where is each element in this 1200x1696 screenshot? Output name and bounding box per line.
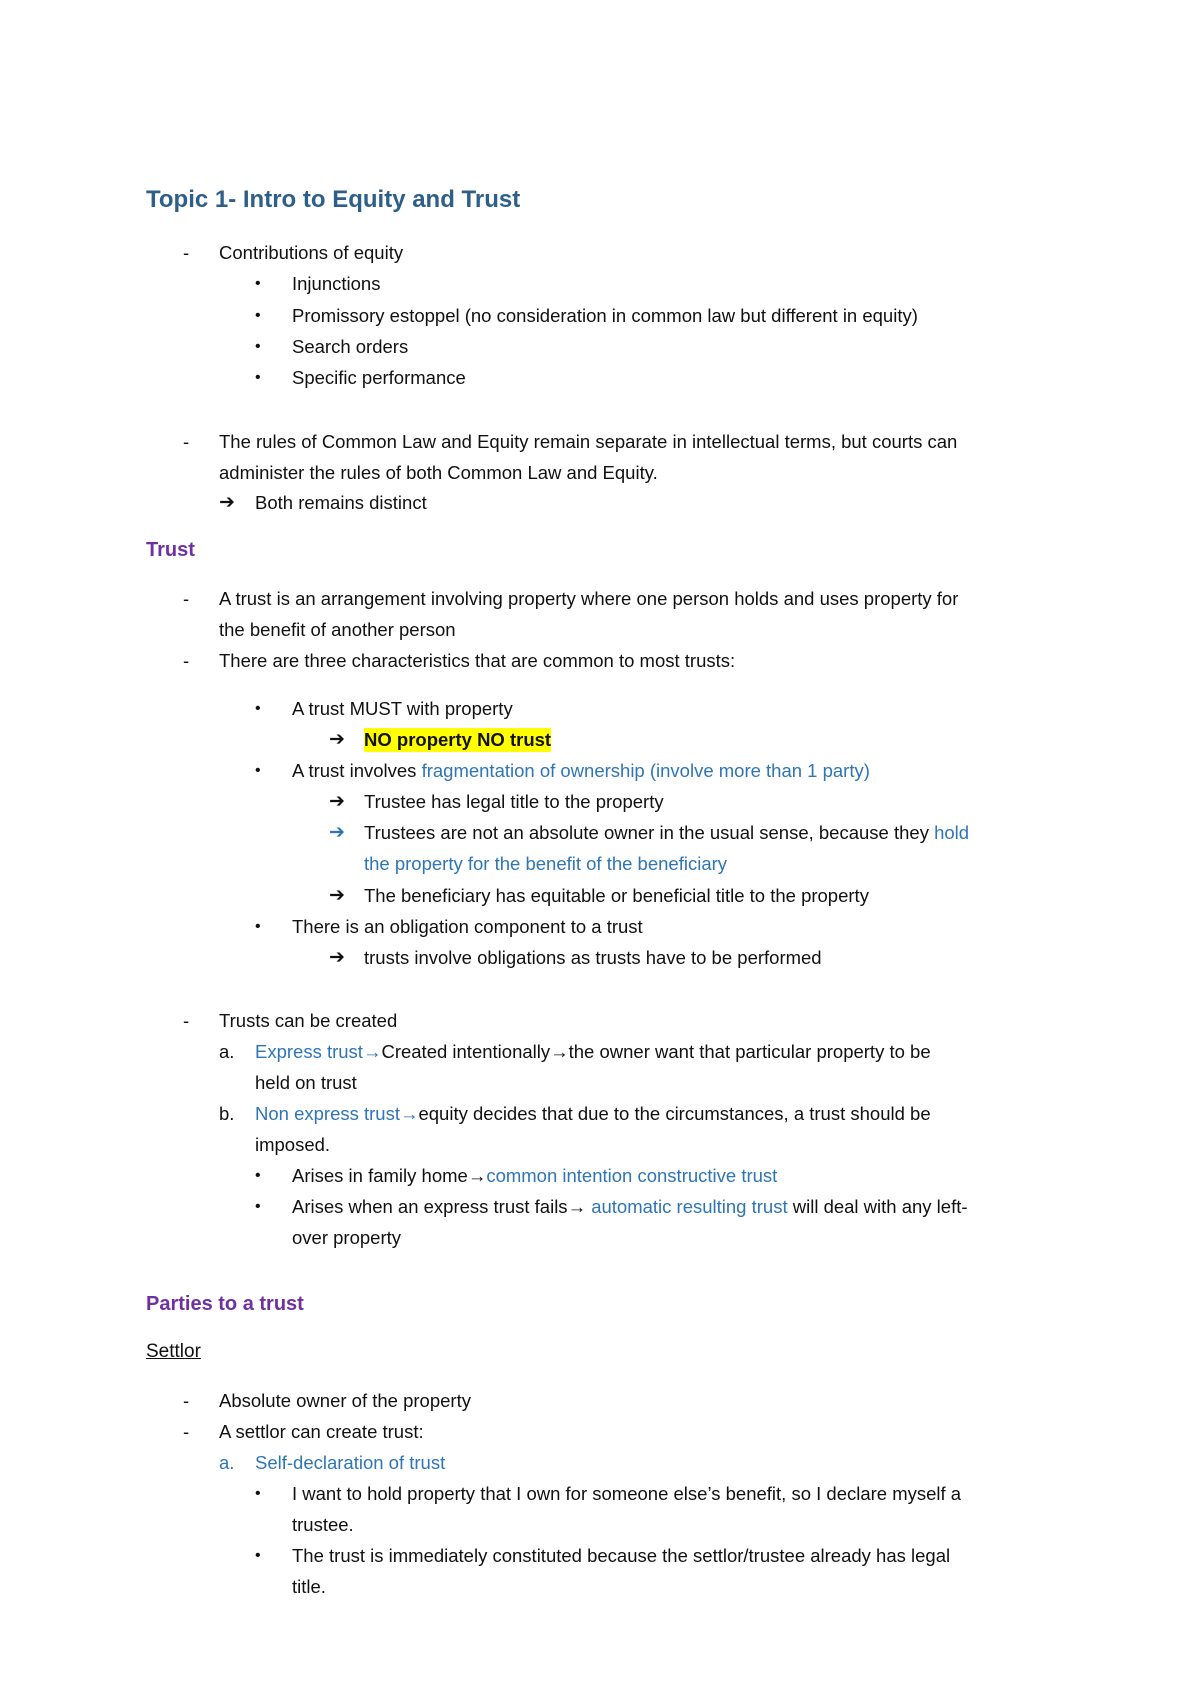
list-item: Specific performance (292, 367, 466, 388)
bullet-marker: • (255, 338, 261, 355)
bullet-marker: • (255, 275, 261, 292)
dash-marker: - (183, 588, 190, 609)
list-label-b: b. (219, 1103, 235, 1124)
thin-arrow-icon: → (550, 1041, 569, 1062)
bullet-marker: • (255, 1547, 261, 1564)
characteristic-2-sub-2-line-1 (364, 821, 969, 845)
trust-definition-line-2: the benefit of another person (219, 619, 456, 640)
express-trust-part-2: Created intentionally (381, 1041, 551, 1062)
thin-arrow-icon: → (399, 1103, 419, 1124)
bullet-marker: • (255, 1167, 261, 1184)
dash-marker: - (183, 1390, 190, 1411)
characteristics-intro: There are three characteristics that are common to most trusts: (219, 650, 736, 671)
dash-marker: - (183, 1421, 190, 1442)
non-express-trust-line-2: imposed. (255, 1134, 331, 1155)
list-label-a: a. (219, 1041, 235, 1062)
list-item: Injunctions (292, 273, 381, 294)
dash-marker: - (183, 242, 190, 263)
thin-arrow-icon: → (467, 1165, 487, 1186)
express-trust-line-2: held on trust (255, 1072, 357, 1093)
list-item: Promissory estoppel (no consideration in common law but different in equity) (292, 305, 918, 326)
subsection-heading-settlor: Settlor (146, 1341, 201, 1362)
family-home-item (292, 1164, 777, 1188)
constructive-trust-term: common intention constructive trust (486, 1165, 778, 1186)
trust-definition-line-1: A trust is an arrangement involving property where one person holds and uses property for (219, 588, 959, 609)
settlor-item-1: Absolute owner of the property (219, 1390, 471, 1411)
section-heading-parties: Parties to a trust (146, 1293, 304, 1315)
list-item: Search orders (292, 336, 409, 357)
express-trust-term: Express trust (255, 1041, 363, 1062)
characteristic-2 (292, 759, 870, 783)
characteristic-2-sub-2-emphasis: hold (934, 822, 970, 843)
bullet-marker: • (255, 700, 261, 717)
characteristic-2-sub-1: Trustee has legal title to the property (364, 791, 664, 812)
settlor-item-2: A settlor can create trust: (219, 1421, 424, 1442)
resulting-trust-term: automatic resulting trust (586, 1196, 788, 1217)
dash-marker: - (183, 1010, 190, 1031)
bullet-marker: • (255, 307, 261, 324)
express-fails-prefix: Arises when an express trust fails (292, 1196, 568, 1217)
characteristic-2-prefix: A trust involves (292, 760, 422, 781)
dash-marker: - (183, 650, 190, 671)
rules-line-1: The rules of Common Law and Equity remain separate in intellectual terms, but courts can (219, 431, 958, 452)
express-trust-part-3: the owner want that particular property to be (568, 1041, 931, 1062)
arrow-icon: ➔ (329, 822, 345, 843)
self-declaration-bullet-1-line-2: trustee. (292, 1514, 354, 1535)
express-trust-fails-item (292, 1195, 968, 1219)
family-home-prefix: Arises in family home (292, 1165, 468, 1186)
bullet-marker: • (255, 1485, 261, 1502)
thin-arrow-icon: → (567, 1196, 587, 1217)
created-intro: Trusts can be created (219, 1010, 398, 1031)
arrow-icon: ➔ (329, 729, 345, 750)
characteristic-2-sub-3: The beneficiary has equitable or beneficial title to the property (364, 885, 869, 906)
non-express-trust-part-2: equity decides that due to the circumstances, a trust should be (418, 1103, 931, 1124)
bullet-marker: • (255, 762, 261, 779)
characteristic-1: A trust MUST with property (292, 698, 513, 719)
non-express-trust-term: Non express trust (255, 1103, 400, 1124)
self-declaration-bullet-2-line-1: The trust is immediately constituted because the settlor/trustee already has legal (292, 1545, 951, 1566)
bullet-marker: • (255, 1198, 261, 1215)
highlighted-text: NO property NO trust (364, 729, 552, 750)
bullet-marker: • (255, 918, 261, 935)
thin-arrow-icon: → (362, 1041, 382, 1062)
express-fails-suffix: will deal with any left- (787, 1196, 968, 1217)
express-trust-fails-line-2: over property (292, 1227, 401, 1248)
self-declaration-term: Self-declaration of trust (255, 1452, 446, 1473)
self-declaration-bullet-2-line-2: title. (292, 1576, 326, 1597)
characteristic-3: There is an obligation component to a trust (292, 916, 643, 937)
self-declaration-bullet-1-line-1: I want to hold property that I own for someone else’s benefit, so I declare myself a (292, 1483, 962, 1504)
rules-arrow-text: Both remains distinct (255, 492, 427, 513)
characteristic-3-sub: trusts involve obligations as trusts have to be performed (364, 947, 822, 968)
express-trust-line-1 (255, 1040, 931, 1064)
characteristic-2-sub-2-prefix: Trustees are not an absolute owner in the usual sense, because they (364, 822, 935, 843)
list-label-a: a. (219, 1452, 235, 1473)
rules-line-2: administer the rules of both Common Law and Equity. (219, 462, 658, 483)
arrow-icon: ➔ (329, 885, 345, 906)
non-express-trust-line-1 (255, 1102, 931, 1126)
dash-marker: - (183, 431, 190, 452)
contributions-heading: Contributions of equity (219, 242, 404, 263)
characteristic-2-emphasis: fragmentation of ownership (involve more than 1 party) (421, 760, 870, 781)
section-heading-trust: Trust (146, 539, 195, 561)
page-title: Topic 1- Intro to Equity and Trust (146, 186, 521, 213)
arrow-icon: ➔ (329, 947, 345, 968)
arrow-icon: ➔ (219, 492, 235, 513)
bullet-marker: • (255, 369, 261, 386)
characteristic-2-sub-2-line-2: the property for the benefit of the beneficiary (364, 853, 728, 874)
arrow-icon: ➔ (329, 791, 345, 812)
